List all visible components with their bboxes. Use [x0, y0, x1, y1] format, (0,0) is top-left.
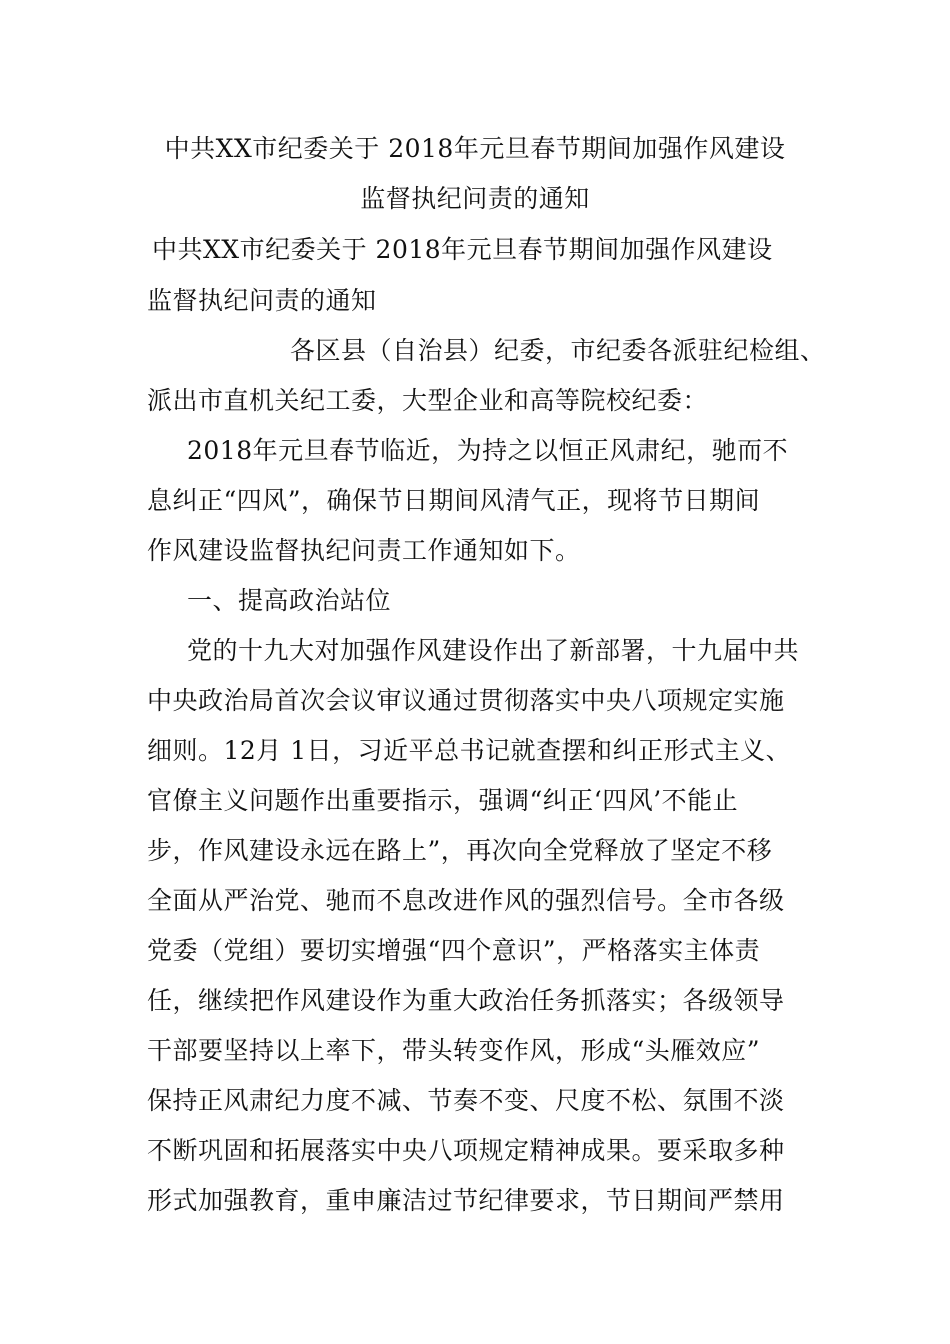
document-subtitle-line-2: 监督执纪问责的通知	[147, 286, 377, 315]
intro-line-2: 息纠正“四风”，确保节日期间风清气正，现将节日期间	[147, 486, 761, 515]
document-title-line-2: 监督执纪问责的通知	[360, 184, 590, 213]
section-line-6: 全面从严治党、驰而不息改进作风的强烈信号。全市各级	[147, 886, 785, 915]
document-title-line-1: 中共XX市纪委关于 2018年元旦春节期间加强作风建设	[164, 134, 786, 163]
section-heading: 一、提高政治站位	[187, 586, 392, 615]
section-line-10: 保持正风肃纪力度不减、节奏不变、尺度不松、氛围不淡	[147, 1086, 785, 1115]
section-line-9: 干部要坚持以上率下，带头转变作风，形成“头雁效应”	[147, 1036, 761, 1065]
section-line-4: 官僚主义问题作出重要指示，强调“纠正‘四风’不能止	[147, 786, 739, 815]
recipient-line-1: 各区县（自治县）纪委，市纪委各派驻纪检组、	[290, 336, 826, 365]
section-line-5: 步，作风建设永远在路上”，再次向全党释放了坚定不移	[147, 836, 773, 865]
section-line-7: 党委（党组）要切实增强“四个意识”，严格落实主体责	[147, 936, 761, 965]
document-subtitle-line-1: 中共XX市纪委关于 2018年元旦春节期间加强作风建设	[152, 235, 773, 264]
intro-line-1: 2018年元旦春节临近，为持之以恒正风肃纪，驰而不	[187, 436, 789, 465]
section-line-3: 细则。12月 1日，习近平总书记就查摆和纠正形式主义、	[147, 736, 792, 765]
intro-line-3: 作风建设监督执纪问责工作通知如下。	[147, 536, 581, 565]
section-line-11: 不断巩固和拓展落实中央八项规定精神成果。要采取多种	[147, 1136, 785, 1165]
section-line-2: 中央政治局首次会议审议通过贯彻落实中央八项规定实施	[147, 686, 785, 715]
section-line-8: 任，继续把作风建设作为重大政治任务抓落实；各级领导	[147, 986, 785, 1015]
recipient-line-2: 派出市直机关纪工委，大型企业和高等院校纪委：	[147, 386, 709, 415]
section-line-1: 党的十九大对加强作风建设作出了新部署，十九届中共	[187, 636, 800, 665]
section-line-12: 形式加强教育，重申廉洁过节纪律要求，节日期间严禁用	[147, 1186, 785, 1215]
